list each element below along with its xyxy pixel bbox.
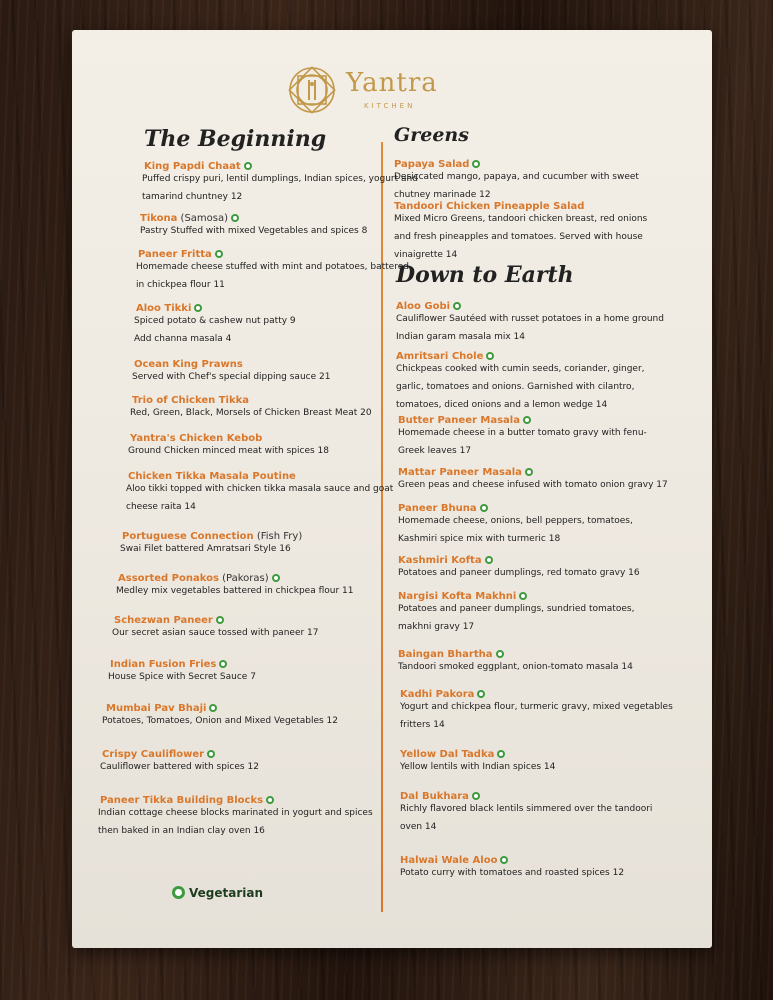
dish-description: Red, Green, Black, Morsels of Chicken Breast Meat 20 [130, 408, 372, 418]
dish-description: tomatoes, diced onions and a lemon wedge 14 [396, 400, 608, 410]
dish-description: tamarind chuntney 12 [142, 192, 243, 202]
brand-name: Yantra [346, 68, 438, 98]
dish-description: Cauliflower Sautéed with russet potatoes in a home ground [396, 314, 664, 324]
dish-description: Indian cottage cheese blocks marinated in yogurt and spices [98, 808, 373, 818]
dish-name: Tandoori Chicken Pineapple Salad [394, 201, 585, 212]
dish-name: Paneer Tikka Building Blocks [100, 795, 264, 806]
vegetarian-badge-icon [497, 750, 505, 758]
vegetarian-badge-icon [244, 162, 252, 170]
vegetarian-badge-icon [480, 504, 488, 512]
dish-name: Halwai Wale Aloo [400, 855, 498, 866]
dish-name: Mattar Paneer Masala [398, 467, 522, 478]
dish-description: Potatoes, Tomatoes, Onion and Mixed Vegetables 12 [102, 716, 338, 726]
dish-name: Aloo Gobi [396, 301, 451, 312]
menu-item-name [136, 296, 202, 315]
vegetarian-badge-icon [266, 796, 274, 804]
menu-item-name [394, 194, 584, 213]
menu-item-name [400, 784, 480, 803]
dish-name: Nargisi Kofta Makhni [398, 591, 517, 602]
dish-description: Our secret asian sauce tossed with paneer 17 [112, 628, 319, 638]
restaurant-logo [282, 64, 482, 116]
vegetarian-badge-icon [477, 690, 485, 698]
menu-item-name [400, 848, 508, 867]
dish-name: Chicken Tikka Masala Poutine [128, 471, 296, 482]
menu-item-name [140, 206, 239, 225]
vegetarian-legend [172, 886, 263, 900]
menu-item-name [100, 788, 274, 807]
dish-description: Tandoori smoked eggplant, onion-tomato masala 14 [398, 662, 633, 672]
menu-item-name [398, 548, 493, 567]
dish-description: Mixed Micro Greens, tandoori chicken breast, red onions [394, 214, 648, 224]
dish-description: Ground Chicken minced meat with spices 18 [128, 446, 329, 456]
dish-name: Paneer Bhuna [398, 503, 477, 514]
vegetarian-badge-icon [216, 616, 224, 624]
vegetarian-badge-icon [519, 592, 527, 600]
dish-name: Trio of Chicken Tikka [132, 395, 250, 406]
dish-name: King Papdi Chaat [144, 161, 241, 172]
legend-label: Vegetarian [189, 886, 264, 900]
dish-description: Yogurt and chickpea flour, turmeric gravy, mixed vegetables [400, 702, 673, 712]
vegetarian-badge-icon [472, 160, 480, 168]
dish-description: Desiccated mango, papaya, and cucumber with sweet [394, 172, 639, 182]
dish-description: Aloo tikki topped with chicken tikka masala sauce and goat [126, 484, 394, 494]
dish-description: Potatoes and paneer dumplings, red tomato gravy 16 [398, 568, 640, 578]
dish-name: Mumbai Pav Bhaji [106, 703, 207, 714]
dish-description: Potatoes and paneer dumplings, sundried tomatoes, [398, 604, 635, 614]
dish-description: Chickpeas cooked with cumin seeds, coriander, ginger, [396, 364, 645, 374]
dish-description: Greek leaves 17 [398, 446, 472, 456]
vegetarian-badge-icon [523, 416, 531, 424]
dish-name: Kadhi Pakora [400, 689, 475, 700]
dish-name: Paneer Fritta [138, 249, 212, 260]
dish-description: House Spice with Secret Sauce 7 [108, 672, 256, 682]
vegetarian-badge-icon [525, 468, 533, 476]
dish-name: Portuguese Connection [122, 531, 254, 542]
dish-description: fritters 14 [400, 720, 445, 730]
dish-name: Dal Bukhara [400, 791, 469, 802]
menu-item-name [398, 642, 504, 661]
vegetarian-badge-icon [453, 302, 461, 310]
brand-subtitle: KITCHEN [364, 102, 416, 110]
dish-alt-name: (Samosa) [177, 213, 229, 224]
menu-item-name [400, 742, 505, 761]
dish-description: Served with Chef's special dipping sauce 21 [132, 372, 331, 382]
dish-description: Homemade cheese in a butter tomato gravy with fenu- [398, 428, 647, 438]
section-heading-beginning: The Beginning [144, 126, 327, 152]
menu-item-name [118, 566, 280, 585]
menu-item-name [398, 584, 527, 603]
vegetarian-badge-icon [209, 704, 217, 712]
dish-description: vinaigrette 14 [394, 250, 458, 260]
menu-sheet [72, 30, 712, 948]
section-heading-greens: Greens [394, 124, 469, 146]
dish-name: Ocean King Prawns [134, 359, 243, 370]
menu-item-name [396, 294, 461, 313]
dish-description: Homemade cheese, onions, bell peppers, tomatoes, [398, 516, 633, 526]
mandala-logo-icon [282, 64, 342, 116]
dish-name: Kashmiri Kofta [398, 555, 482, 566]
dish-name: Amritsari Chole [396, 351, 484, 362]
dish-description: chutney marinade 12 [394, 190, 491, 200]
dish-name: Schezwan Paneer [114, 615, 213, 626]
menu-item-name [106, 696, 217, 715]
vegetarian-badge-icon [272, 574, 280, 582]
dish-name: Papaya Salad [394, 159, 470, 170]
dish-name: Assorted Ponakos [118, 573, 219, 584]
menu-item-name [114, 608, 224, 627]
menu-item-name [132, 388, 249, 407]
vegetarian-badge-icon [231, 214, 239, 222]
menu-item-name [130, 426, 262, 445]
dish-name: Aloo Tikki [136, 303, 192, 314]
dish-description: Richly flavored black lentils simmered over the tandoori [400, 804, 653, 814]
vegetarian-badge-icon [215, 250, 223, 258]
dish-description: Puffed crispy puri, lentil dumplings, Indian spices, yogurt and [142, 174, 418, 184]
dish-description: Cauliflower battered with spices 12 [100, 762, 259, 772]
dish-name: Baingan Bhartha [398, 649, 493, 660]
dish-name: Tikona [140, 213, 178, 224]
dish-description: Indian garam masala mix 14 [396, 332, 525, 342]
vegetarian-badge-icon [207, 750, 215, 758]
menu-item-name [394, 152, 480, 171]
column-divider [381, 142, 383, 912]
dish-name: Indian Fusion Fries [110, 659, 217, 670]
dish-description: garlic, tomatoes and onions. Garnished with cilantro, [396, 382, 635, 392]
menu-item-name [144, 154, 252, 173]
dish-alt-name: (Pakoras) [218, 573, 269, 584]
dish-description: Homemade cheese stuffed with mint and potatoes, battered [136, 262, 409, 272]
dish-description: Swai Filet battered Amratsari Style 16 [120, 544, 291, 554]
vegetarian-badge-icon [486, 352, 494, 360]
menu-item-name [400, 682, 485, 701]
vegetarian-badge-icon [194, 304, 202, 312]
dish-description: Spiced potato & cashew nut patty 9 [134, 316, 296, 326]
dish-description: Pastry Stuffed with mixed Vegetables and spices 8 [140, 226, 368, 236]
dish-description: Yellow lentils with Indian spices 14 [400, 762, 556, 772]
dish-description: Potato curry with tomatoes and roasted spices 12 [400, 868, 625, 878]
dish-description: Kashmiri spice mix with turmeric 18 [398, 534, 561, 544]
menu-item-name [138, 242, 223, 261]
dish-description: then baked in an Indian clay oven 16 [98, 826, 265, 836]
menu-item-name [398, 496, 488, 515]
dish-name: Crispy Cauliflower [102, 749, 205, 760]
menu-item-name [134, 352, 243, 371]
vegetarian-badge-icon [500, 856, 508, 864]
menu-item-name [396, 344, 494, 363]
dish-description: makhni gravy 17 [398, 622, 475, 632]
section-heading-down-to-earth: Down to Earth [396, 262, 574, 288]
dish-name: Butter Paneer Masala [398, 415, 520, 426]
menu-item-name [128, 464, 296, 483]
menu-item-name [398, 460, 533, 479]
dish-description: Add channa masala 4 [134, 334, 232, 344]
menu-item-name [122, 524, 302, 543]
dish-description: Medley mix vegetables battered in chickpea flour 11 [116, 586, 354, 596]
menu-item-name [398, 408, 531, 427]
dish-description: cheese raita 14 [126, 502, 196, 512]
vegetarian-badge-icon [485, 556, 493, 564]
dish-name: Yantra's Chicken Kebob [130, 433, 263, 444]
vegetarian-badge-icon [472, 792, 480, 800]
menu-item-name [110, 652, 227, 671]
menu-item-name [102, 742, 215, 761]
vegetarian-badge-icon [219, 660, 227, 668]
dish-name: Yellow Dal Tadka [400, 749, 495, 760]
vegetarian-badge-icon [496, 650, 504, 658]
dish-description: Green peas and cheese infused with tomato onion gravy 17 [398, 480, 668, 490]
dish-description: oven 14 [400, 822, 437, 832]
vegetarian-badge-icon [172, 886, 185, 899]
dish-description: and fresh pineapples and tomatoes. Served with house [394, 232, 643, 242]
dish-description: in chickpea flour 11 [136, 280, 225, 290]
dish-alt-name: (Fish Fry) [253, 531, 303, 542]
